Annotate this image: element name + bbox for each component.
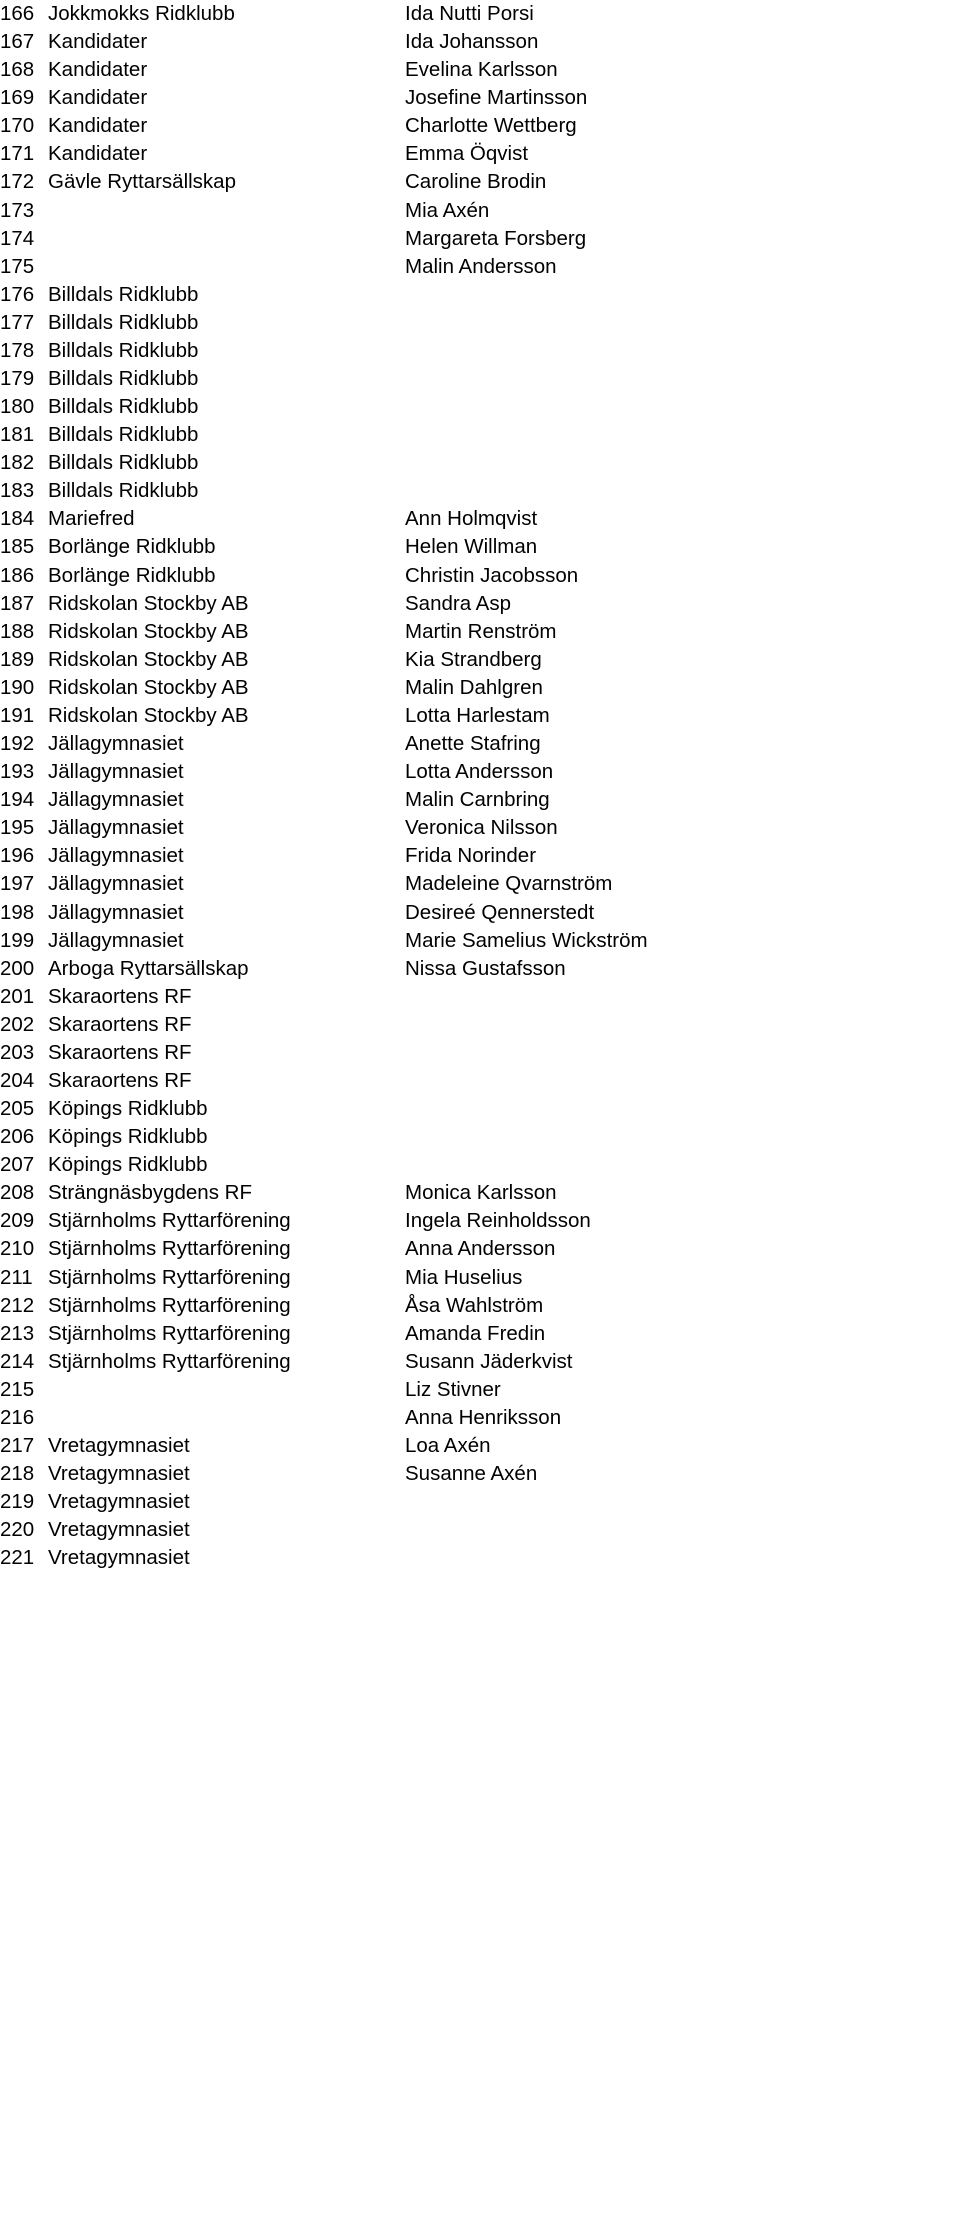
list-item bbox=[0, 758, 680, 786]
entry-number: 202 bbox=[0, 1012, 35, 1036]
entry-number: 200 bbox=[0, 956, 35, 980]
rider-name: Lotta Andersson bbox=[405, 760, 554, 784]
rider-name: Ida Nutti Porsi bbox=[405, 2, 534, 25]
list-item bbox=[0, 842, 680, 870]
entry-number: 201 bbox=[0, 984, 35, 1008]
rider-name: Martin Renström bbox=[405, 619, 557, 643]
rider-name: Mia Huselius bbox=[405, 1265, 523, 1289]
entry-number: 178 bbox=[0, 338, 35, 362]
list-item bbox=[0, 84, 680, 112]
rider-name: Anna Henriksson bbox=[405, 1405, 562, 1429]
club-name: Jällagymnasiet bbox=[48, 872, 184, 896]
club-name: Jokkmokks Ridklubb bbox=[48, 2, 235, 25]
rider-name: Nissa Gustafsson bbox=[405, 956, 566, 980]
list-item bbox=[0, 702, 680, 730]
entry-number: 194 bbox=[0, 788, 35, 812]
entry-number: 220 bbox=[0, 1518, 35, 1542]
club-name: Billdals Ridklubb bbox=[48, 451, 199, 475]
club-name: Kandidater bbox=[48, 58, 148, 82]
club-name: Jällagymnasiet bbox=[48, 816, 184, 840]
list-item bbox=[0, 870, 680, 898]
rider-name: Josefine Martinsson bbox=[405, 86, 588, 110]
club-name: Vretagymnasiet bbox=[48, 1433, 190, 1457]
entry-number: 174 bbox=[0, 226, 35, 250]
rider-name: Anna Andersson bbox=[405, 1237, 556, 1261]
entry-number: 218 bbox=[0, 1462, 35, 1486]
list-item bbox=[0, 1292, 680, 1320]
rider-name: Charlotte Wettberg bbox=[405, 114, 577, 138]
list-item bbox=[0, 1235, 680, 1263]
club-name: Billdals Ridklubb bbox=[48, 423, 199, 447]
club-name: Kandidater bbox=[48, 114, 148, 138]
entry-number: 167 bbox=[0, 30, 35, 54]
list-item bbox=[0, 309, 680, 337]
list-item bbox=[0, 814, 680, 842]
list-item bbox=[0, 1488, 680, 1516]
list-item bbox=[0, 1011, 680, 1039]
rider-name: Helen Willman bbox=[405, 535, 538, 559]
entry-number: 217 bbox=[0, 1433, 35, 1457]
club-name: Jällagymnasiet bbox=[48, 788, 184, 812]
club-name: Billdals Ridklubb bbox=[48, 367, 199, 391]
club-name: Kandidater bbox=[48, 30, 148, 54]
entry-number: 172 bbox=[0, 170, 35, 194]
entry-number: 182 bbox=[0, 451, 35, 475]
list-item bbox=[0, 1432, 680, 1460]
club-name: Strängnäsbygdens RF bbox=[48, 1181, 252, 1205]
club-name: Borlänge Ridklubb bbox=[48, 535, 216, 559]
entry-number: 177 bbox=[0, 310, 35, 334]
entry-number: 175 bbox=[0, 254, 35, 278]
club-name: Ridskolan Stockby AB bbox=[48, 619, 249, 643]
list-item bbox=[0, 1123, 680, 1151]
entry-number: 184 bbox=[0, 507, 35, 531]
club-name: Ridskolan Stockby AB bbox=[48, 703, 249, 727]
list-item bbox=[0, 1320, 680, 1348]
entry-number: 197 bbox=[0, 872, 35, 896]
list-item bbox=[0, 1039, 680, 1067]
list-item bbox=[0, 449, 680, 477]
rider-name: Marie Samelius Wickström bbox=[405, 928, 648, 952]
entry-list bbox=[0, 0, 680, 1572]
entry-number: 199 bbox=[0, 928, 35, 952]
rider-name: Åsa Wahlström bbox=[405, 1293, 544, 1317]
rider-name: Caroline Brodin bbox=[405, 170, 547, 194]
entry-number: 192 bbox=[0, 732, 35, 756]
list-item bbox=[0, 168, 680, 196]
list-item bbox=[0, 955, 680, 983]
rider-name: Madeleine Qvarnström bbox=[405, 872, 613, 896]
entry-number: 176 bbox=[0, 282, 35, 306]
rider-name: Malin Carnbring bbox=[405, 788, 550, 812]
club-name: Vretagymnasiet bbox=[48, 1518, 190, 1542]
entry-number: 188 bbox=[0, 619, 35, 643]
entry-number: 179 bbox=[0, 367, 35, 391]
list-item bbox=[0, 1264, 680, 1292]
list-item bbox=[0, 983, 680, 1011]
entry-number: 215 bbox=[0, 1377, 35, 1401]
rider-name: Evelina Karlsson bbox=[405, 58, 558, 82]
list-item bbox=[0, 646, 680, 674]
list-item bbox=[0, 505, 680, 533]
rider-name: Mia Axén bbox=[405, 198, 490, 222]
list-item bbox=[0, 899, 680, 927]
entry-number: 191 bbox=[0, 703, 35, 727]
list-item bbox=[0, 674, 680, 702]
club-name: Jällagymnasiet bbox=[48, 844, 184, 868]
club-name: Gävle Ryttarsällskap bbox=[48, 170, 236, 194]
club-name: Stjärnholms Ryttarförening bbox=[48, 1349, 291, 1373]
entry-number: 211 bbox=[0, 1265, 33, 1289]
entry-number: 189 bbox=[0, 647, 35, 671]
entry-number: 210 bbox=[0, 1237, 35, 1261]
club-name: Billdals Ridklubb bbox=[48, 338, 199, 362]
entry-number: 203 bbox=[0, 1040, 35, 1064]
list-item bbox=[0, 140, 680, 168]
entry-number: 185 bbox=[0, 535, 35, 559]
entry-number: 205 bbox=[0, 1097, 35, 1121]
entry-number: 214 bbox=[0, 1349, 35, 1373]
entry-number: 168 bbox=[0, 58, 35, 82]
club-name: Vretagymnasiet bbox=[48, 1546, 190, 1570]
list-item bbox=[0, 225, 680, 253]
club-name: Kandidater bbox=[48, 142, 148, 166]
rider-name: Kia Strandberg bbox=[405, 647, 542, 671]
entry-number: 196 bbox=[0, 844, 35, 868]
club-name: Kandidater bbox=[48, 86, 148, 110]
club-name: Billdals Ridklubb bbox=[48, 282, 199, 306]
club-name: Mariefred bbox=[48, 507, 135, 531]
club-name: Jällagymnasiet bbox=[48, 900, 184, 924]
club-name: Stjärnholms Ryttarförening bbox=[48, 1237, 291, 1261]
rider-name: Susann Jäderkvist bbox=[405, 1349, 573, 1373]
rider-name: Frida Norinder bbox=[405, 844, 537, 868]
list-item bbox=[0, 112, 680, 140]
list-item bbox=[0, 1376, 680, 1404]
club-name: Billdals Ridklubb bbox=[48, 479, 199, 503]
rider-name: Ann Holmqvist bbox=[405, 507, 538, 531]
entry-number: 166 bbox=[0, 2, 35, 25]
club-name: Vretagymnasiet bbox=[48, 1490, 190, 1514]
entry-number: 190 bbox=[0, 675, 35, 699]
club-name: Arboga Ryttarsällskap bbox=[48, 956, 249, 980]
entry-number: 195 bbox=[0, 816, 35, 840]
rider-name: Lotta Harlestam bbox=[405, 703, 550, 727]
entry-number: 187 bbox=[0, 591, 35, 615]
entry-number: 219 bbox=[0, 1490, 35, 1514]
entry-number: 183 bbox=[0, 479, 35, 503]
club-name: Billdals Ridklubb bbox=[48, 310, 199, 334]
rider-name: Ida Johansson bbox=[405, 30, 539, 54]
list-item bbox=[0, 1179, 680, 1207]
rider-name: Desireé Qennerstedt bbox=[405, 900, 595, 924]
entry-number: 207 bbox=[0, 1153, 35, 1177]
club-name: Jällagymnasiet bbox=[48, 928, 184, 952]
list-item bbox=[0, 1404, 680, 1432]
club-name: Ridskolan Stockby AB bbox=[48, 647, 249, 671]
list-item bbox=[0, 365, 680, 393]
list-item bbox=[0, 337, 680, 365]
entry-number: 221 bbox=[0, 1546, 35, 1570]
rider-name: Emma Öqvist bbox=[405, 142, 529, 166]
entry-number: 212 bbox=[0, 1293, 35, 1317]
entry-number: 208 bbox=[0, 1181, 35, 1205]
rider-name: Liz Stivner bbox=[405, 1377, 501, 1401]
club-name: Köpings Ridklubb bbox=[48, 1125, 208, 1149]
club-name: Köpings Ridklubb bbox=[48, 1097, 208, 1121]
list-item bbox=[0, 393, 680, 421]
club-name: Vretagymnasiet bbox=[48, 1462, 190, 1486]
entry-number: 204 bbox=[0, 1068, 35, 1092]
list-item bbox=[0, 1067, 680, 1095]
club-name: Jällagymnasiet bbox=[48, 760, 184, 784]
list-item bbox=[0, 618, 680, 646]
entry-number: 198 bbox=[0, 900, 35, 924]
rider-name: Loa Axén bbox=[405, 1433, 491, 1457]
rider-name: Anette Stafring bbox=[405, 732, 541, 756]
list-item bbox=[0, 56, 680, 84]
rider-name: Malin Andersson bbox=[405, 254, 557, 278]
club-name: Skaraortens RF bbox=[48, 984, 192, 1008]
entry-number: 213 bbox=[0, 1321, 35, 1345]
club-name: Stjärnholms Ryttarförening bbox=[48, 1321, 291, 1345]
club-name: Skaraortens RF bbox=[48, 1012, 192, 1036]
list-item bbox=[0, 1516, 680, 1544]
club-name: Skaraortens RF bbox=[48, 1068, 192, 1092]
rider-name: Margareta Forsberg bbox=[405, 226, 587, 250]
list-item bbox=[0, 927, 680, 955]
list-item bbox=[0, 197, 680, 225]
rider-name: Christin Jacobsson bbox=[405, 563, 579, 587]
list-item bbox=[0, 562, 680, 590]
entry-number: 209 bbox=[0, 1209, 35, 1233]
rider-name: Ingela Reinholdsson bbox=[405, 1209, 591, 1233]
list-item bbox=[0, 421, 680, 449]
list-item bbox=[0, 253, 680, 281]
list-item bbox=[0, 590, 680, 618]
list-item bbox=[0, 786, 680, 814]
list-item bbox=[0, 1095, 680, 1123]
club-name: Stjärnholms Ryttarförening bbox=[48, 1293, 291, 1317]
list-item bbox=[0, 0, 680, 28]
list-item bbox=[0, 730, 680, 758]
entry-number: 186 bbox=[0, 563, 35, 587]
club-name: Skaraortens RF bbox=[48, 1040, 192, 1064]
document-page bbox=[0, 0, 680, 1568]
rider-name: Monica Karlsson bbox=[405, 1181, 557, 1205]
entry-number: 169 bbox=[0, 86, 35, 110]
list-item bbox=[0, 1151, 680, 1179]
club-name: Stjärnholms Ryttarförening bbox=[48, 1209, 291, 1233]
club-name: Ridskolan Stockby AB bbox=[48, 675, 249, 699]
list-item bbox=[0, 1207, 680, 1235]
rider-name: Sandra Asp bbox=[405, 591, 511, 615]
club-name: Borlänge Ridklubb bbox=[48, 563, 216, 587]
list-item bbox=[0, 281, 680, 309]
list-item bbox=[0, 28, 680, 56]
club-name: Stjärnholms Ryttarförening bbox=[48, 1265, 291, 1289]
entry-number: 216 bbox=[0, 1405, 35, 1429]
entry-number: 193 bbox=[0, 760, 35, 784]
list-item bbox=[0, 477, 680, 505]
club-name: Köpings Ridklubb bbox=[48, 1153, 208, 1177]
club-name: Ridskolan Stockby AB bbox=[48, 591, 249, 615]
entry-number: 206 bbox=[0, 1125, 35, 1149]
list-item bbox=[0, 1544, 680, 1572]
list-item bbox=[0, 1348, 680, 1376]
club-name: Jällagymnasiet bbox=[48, 732, 184, 756]
club-name: Billdals Ridklubb bbox=[48, 395, 199, 419]
list-item bbox=[0, 533, 680, 561]
rider-name: Veronica Nilsson bbox=[405, 816, 558, 840]
entry-number: 180 bbox=[0, 395, 35, 419]
rider-name: Amanda Fredin bbox=[405, 1321, 546, 1345]
entry-number: 170 bbox=[0, 114, 35, 138]
rider-name: Malin Dahlgren bbox=[405, 675, 543, 699]
entry-number: 171 bbox=[0, 142, 35, 166]
list-item bbox=[0, 1460, 680, 1488]
entry-number: 181 bbox=[0, 423, 35, 447]
entry-number: 173 bbox=[0, 198, 35, 222]
rider-name: Susanne Axén bbox=[405, 1462, 538, 1486]
